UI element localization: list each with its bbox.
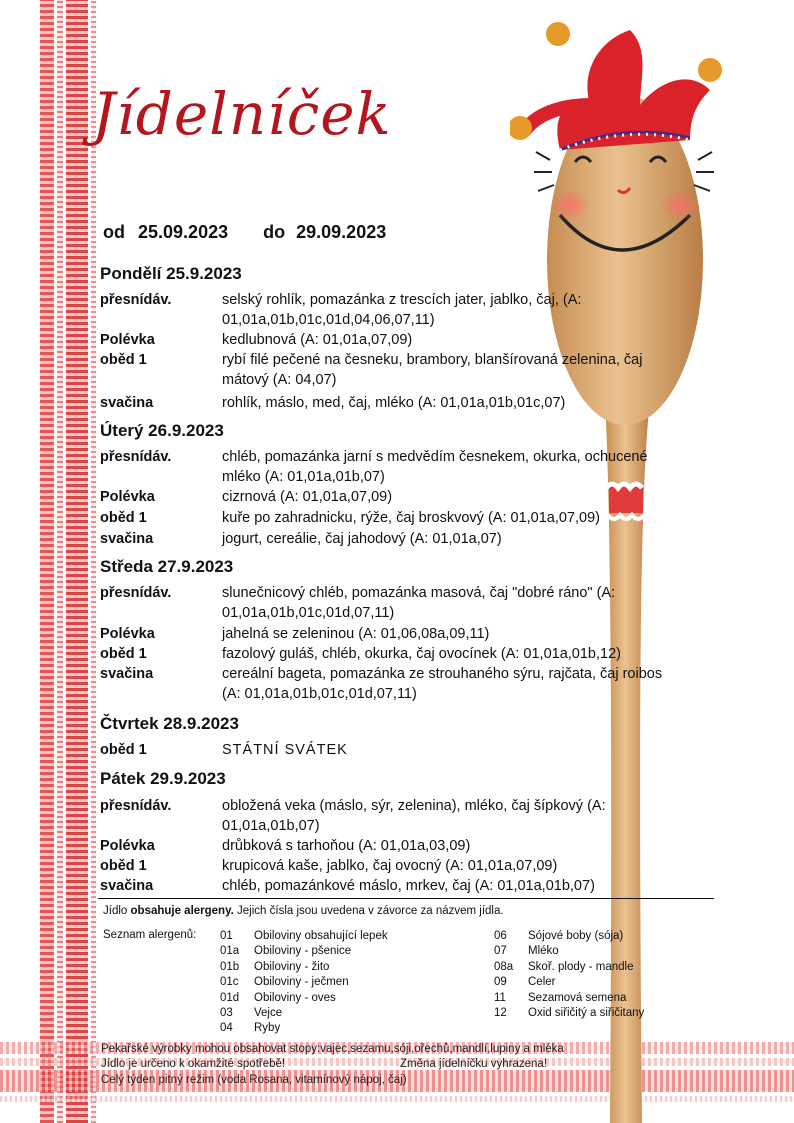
period-from-label: od [103,222,125,242]
allergen-name: Obiloviny - ječmen [254,976,349,989]
allergens-list-left [220,929,388,1037]
meal-label: oběd 1 [100,858,147,874]
allergen-code: 11 [494,991,506,1004]
day-title: Středa 27.9.2023 [100,557,234,576]
allergen-note [103,905,504,917]
allergen-code: 01 [220,930,233,942]
day-title: Pondělí 25.9.2023 [100,264,242,283]
meal-label: přesnídáv. [100,798,172,814]
allergen-note-prefix: Jídlo [103,905,131,917]
allergens-title: Seznam alergenů: [103,929,197,941]
meal-label: svačina [100,666,154,682]
allergen-note-suffix: Jejich čísla jsou uvedena v závorce za názvem jídla. [233,905,504,917]
decorative-stripe [40,0,54,1123]
allergen-code: 01b [220,960,240,973]
day-title: Pátek 29.9.2023 [100,769,226,788]
allergen-name: Vejce [254,1007,283,1020]
allergen-name: Obiloviny - žito [254,960,330,973]
meal-text: krupicová kaše, jablko, čaj ovocný (A: 01,01a,07,09) [222,858,558,874]
footer-change-note: Změna jídelníčku vyhrazena! [400,1058,548,1070]
meal-text: chléb, pomazánkové máslo, mrkev, čaj (A: 01,01a,01b,07) [222,878,595,894]
allergen-name: Obiloviny obsahující lepek [254,930,388,942]
allergen-code: 07 [494,945,507,958]
decorative-stripe [91,0,96,1123]
allergen-name: Mléko [528,945,559,958]
allergen-item [494,1006,644,1021]
allergen-item [220,1021,388,1036]
allergen-name: Obiloviny - pšenice [254,945,352,958]
allergen-name: Ryby [254,1022,281,1035]
meal-label: svačina [100,531,154,547]
meal-label: svačina [100,878,154,894]
meal-label: oběd 1 [100,510,147,526]
allergens-list-right [494,929,644,1021]
allergen-name: Skoř. plody - mandle [528,960,634,973]
allergen-item [220,975,388,990]
allergen-name: Celer [528,976,556,989]
footer-consumption-note: Jídlo je určeno k okamžité spotřebě! [101,1058,286,1070]
meal-text: rybí filé pečené na česneku, brambory, blanšírovaná zelenina, čaj mátový (A: 04,07) [222,352,643,388]
meal-text: STÁTNÍ SVÁTEK [222,742,348,758]
meal-text: fazolový guláš, chléb, okurka, čaj ovocínek (A: 01,01a,01b,12) [222,646,621,662]
decorative-stripe [66,0,88,1123]
meal-text: rohlík, máslo, med, čaj, mléko (A: 01,01a,01b,01c,07) [222,395,566,411]
meal-label: oběd 1 [100,646,147,662]
meal-label: přesnídáv. [100,449,172,465]
meal-label: Polévka [100,838,155,854]
allergen-item [220,1006,388,1021]
period-to-label: do [263,222,286,242]
meal-label: přesnídáv. [100,585,172,601]
allergen-code: 06 [494,930,507,942]
allergen-item [220,991,388,1006]
period-to-date: 29.09.2023 [296,222,387,242]
allergen-code: 01a [220,945,240,958]
day-title: Čtvrtek 28.9.2023 [100,714,239,733]
meal-text: cizrnová (A: 01,01a,07,09) [222,489,393,505]
meal-label: Polévka [100,489,155,505]
footer-traces-note: Pekařské výrobky mohou obsahovat stopy:vajec,sezamu,sóji,ořechů,mandlí,lupiny a mléka [101,1043,564,1055]
allergen-item [220,929,388,944]
meal-text: jahelná se zeleninou (A: 01,06,08a,09,11) [222,626,490,642]
allergen-name: Obiloviny - oves [254,991,336,1004]
allergen-item [220,944,388,959]
footer-drinks-note: Celý týden pitný režim (voda Rosana, vitamínový nápoj, čaj) [101,1074,407,1086]
allergen-name: Sezamová semena [528,991,627,1004]
meal-label: Polévka [100,332,155,348]
meal-label: oběd 1 [100,352,147,368]
meal-text: slunečnicový chléb, pomazánka masová, čaj "dobré ráno" (A: 01,01a,01b,01c,01d,07,11) [222,585,616,621]
meal-text: cereální bageta, pomazánka ze strouhaného sýru, rajčata, čaj roibos (A: 01,01a,01b,01c,01d,07,11) [222,666,663,702]
meal-text: jogurt, cereálie, čaj jahodový (A: 01,01a,07) [222,531,502,547]
allergen-item [220,960,388,975]
allergen-name: Oxid siřičitý a siřičitany [528,1007,645,1020]
divider [98,898,714,899]
decorative-stripe [57,0,63,1123]
meal-label: svačina [100,395,154,411]
allergen-item [494,944,644,959]
allergen-code: 12 [494,1007,507,1020]
meal-label: přesnídáv. [100,292,172,308]
page-title: Jídelníček [92,80,392,148]
meal-text: selský rohlík, pomazánka z trescích jater, jablko, čaj, (A: 01,01a,01b,01c,01d,04,06,07,11) [222,292,582,328]
day-title: Úterý 26.9.2023 [100,421,224,440]
allergen-note-bold: obsahuje alergeny. [130,905,234,917]
allergen-code: 01c [220,976,239,989]
period-from-date: 25.09.2023 [138,222,229,242]
allergen-code: 08a [494,960,514,973]
allergen-item [494,991,644,1006]
allergen-name: Sójové boby (sója) [528,930,624,942]
allergen-code: 03 [220,1007,233,1020]
meal-text: kuře po zahradnicku, rýže, čaj broskvový (A: 01,01a,07,09) [222,510,600,526]
meal-text: drůbková s tarhoňou (A: 01,01a,03,09) [222,838,471,854]
meal-text: obložená veka (máslo, sýr, zelenina), mléko, čaj šípkový (A: 01,01a,01b,07) [222,798,606,834]
allergen-code: 04 [220,1022,233,1035]
allergen-item [494,975,644,990]
allergen-item [494,960,644,975]
meal-text: kedlubnová (A: 01,01a,07,09) [222,332,413,348]
allergen-code: 09 [494,976,507,989]
allergen-item [494,929,644,944]
menu-period [103,222,386,243]
meal-text: chléb, pomazánka jarní s medvědím česnekem, okurka, ochucené mléko (A: 01,01a,01b,07) [222,449,648,485]
meal-label: Polévka [100,626,155,642]
allergen-code: 01d [220,991,240,1004]
meal-label: oběd 1 [100,742,147,758]
